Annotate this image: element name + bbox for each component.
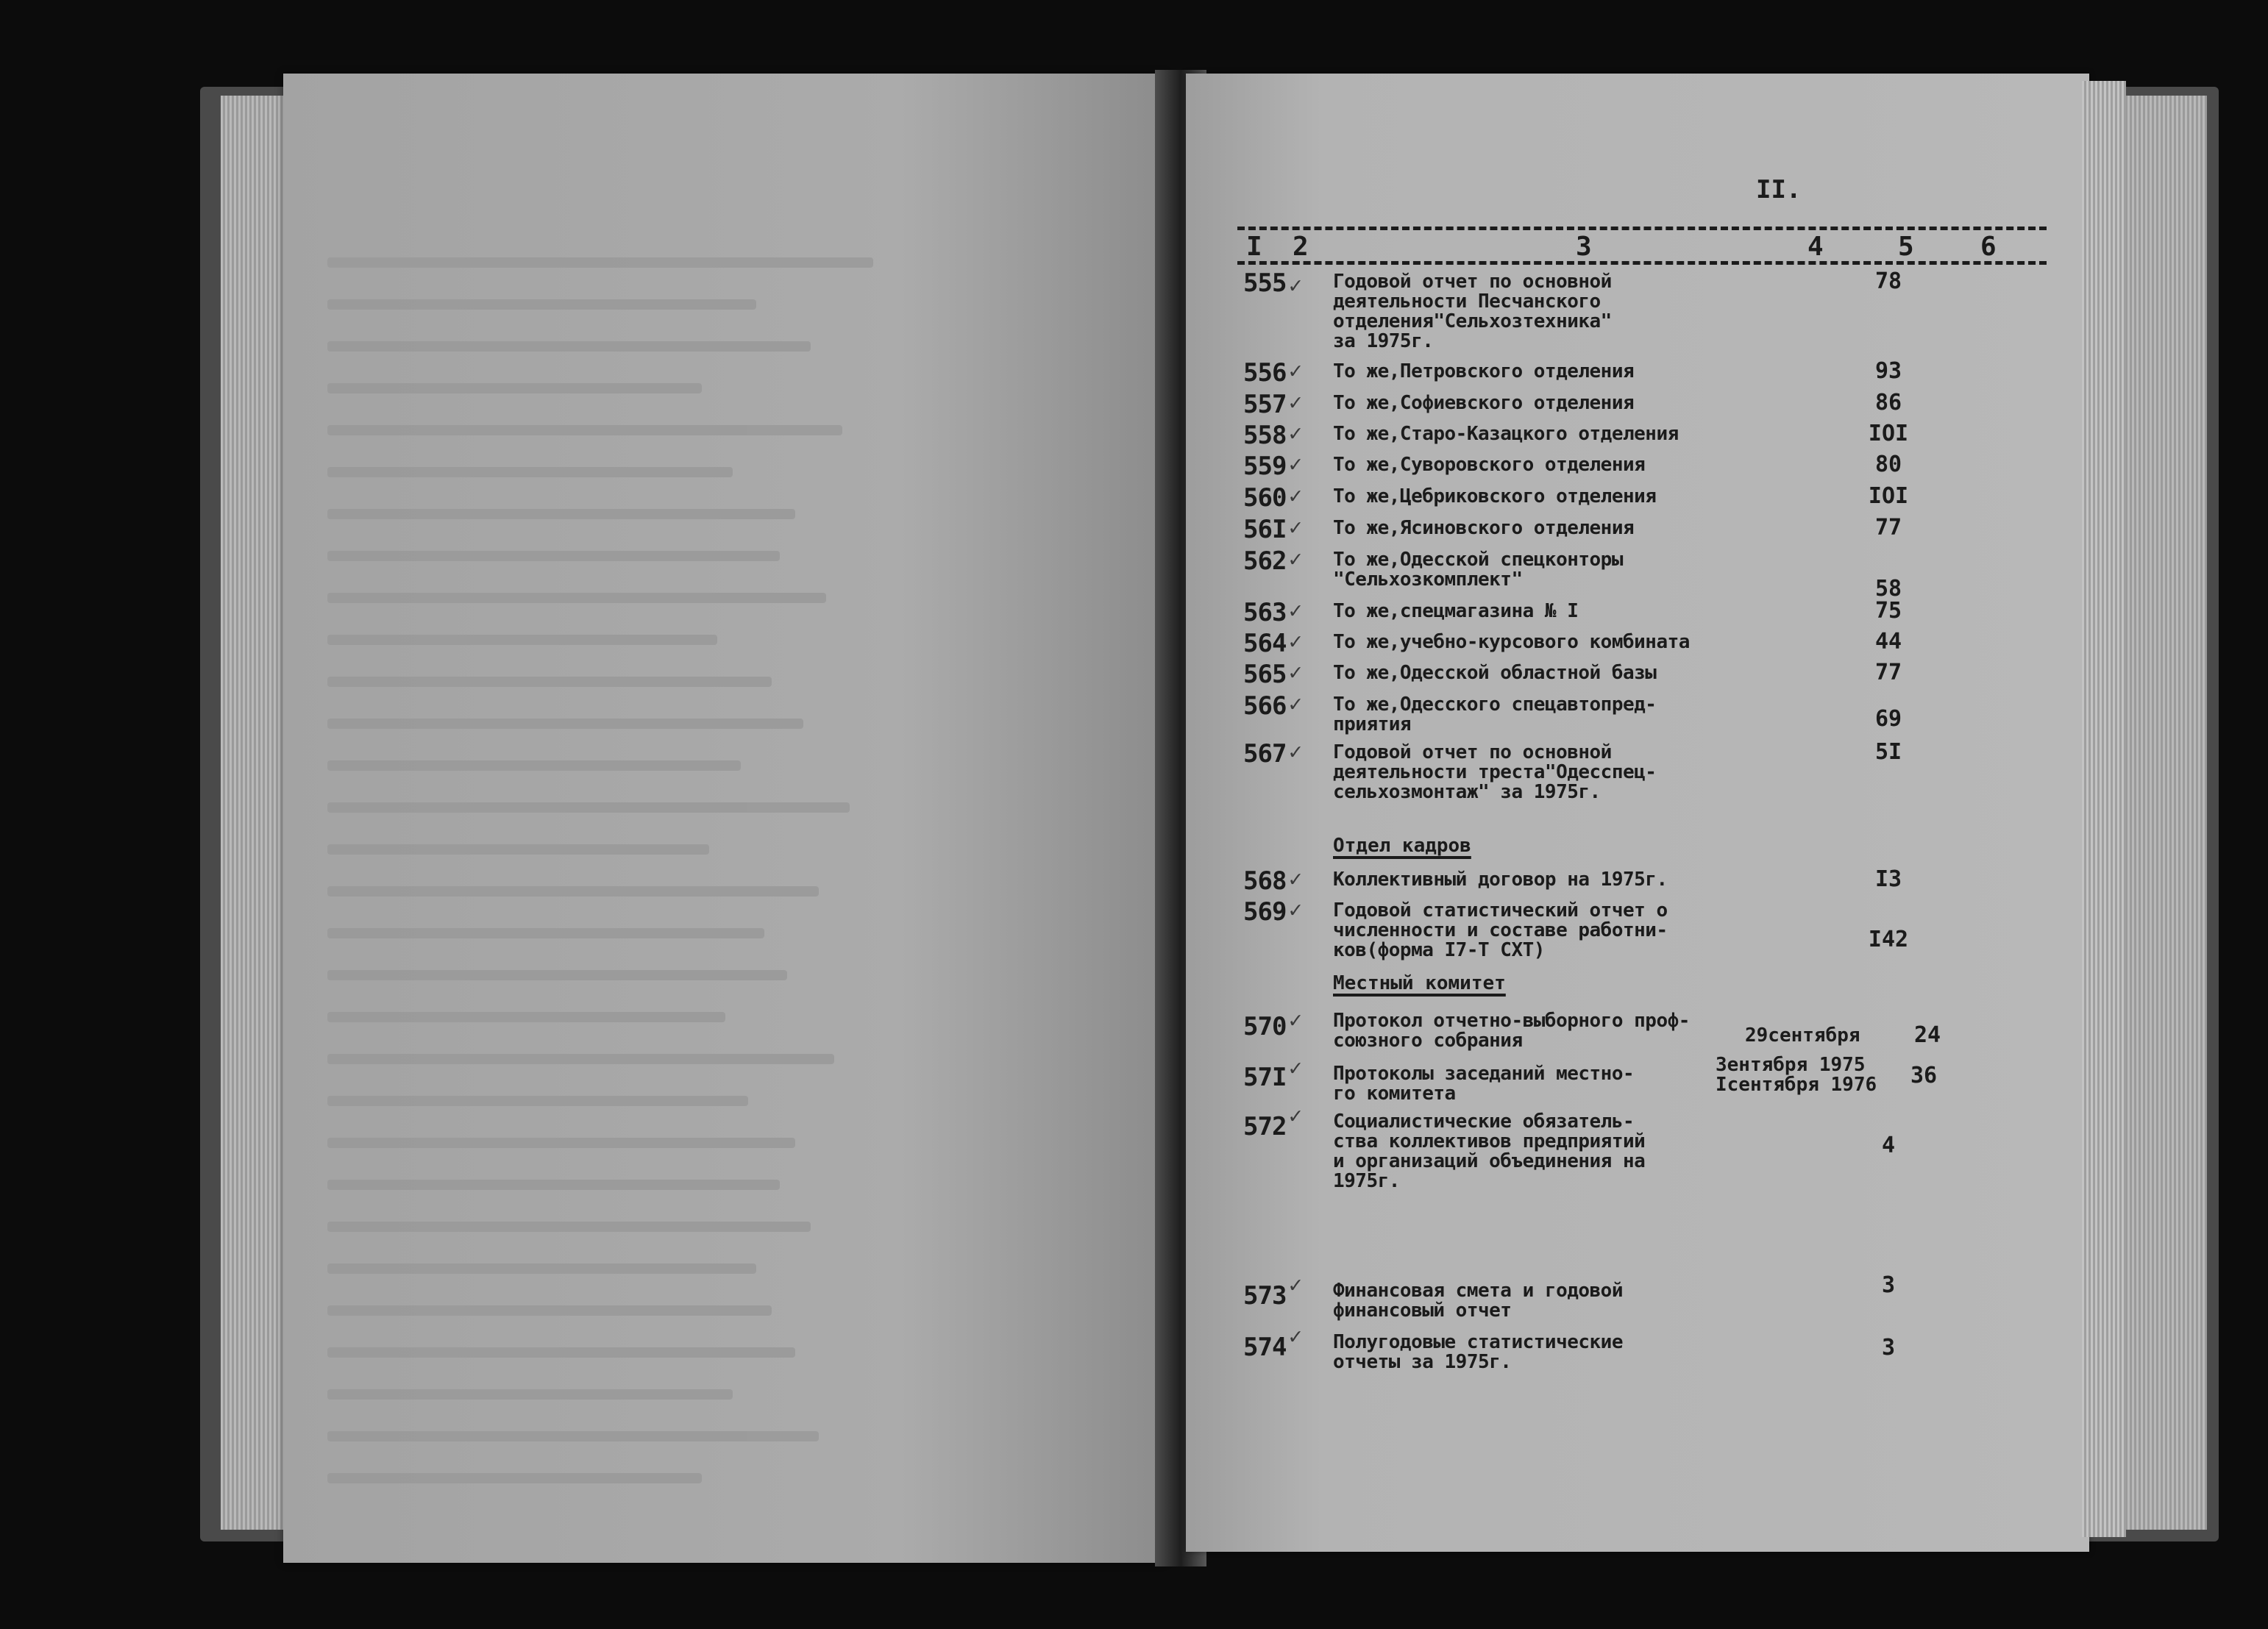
column-header: 4 xyxy=(1807,232,1824,262)
item-title: Коллективный договор на 1975г. xyxy=(1333,869,1668,891)
sheet-count: 78 xyxy=(1874,268,1902,294)
sheet-count: 77 xyxy=(1874,515,1902,541)
check-mark: ✓ xyxy=(1289,629,1303,655)
item-number: 56I xyxy=(1243,515,1287,544)
check-mark: ✓ xyxy=(1289,1324,1303,1350)
item-title: То же,учебно-курсового комбината xyxy=(1333,631,1690,653)
column-header: 6 xyxy=(1980,232,1997,262)
sheet-count: 93 xyxy=(1874,358,1902,384)
item-title: Финансовая смета и годовой финансовый отчет xyxy=(1333,1280,1623,1322)
sheet-count: 75 xyxy=(1874,598,1902,624)
item-number: 566 xyxy=(1243,691,1287,721)
check-mark: ✓ xyxy=(1289,421,1303,446)
item-title: То же,Петровского отделения xyxy=(1333,360,1635,382)
item-title: То же,Цебриковского отделения xyxy=(1333,485,1657,507)
sheet-count: I3 xyxy=(1874,866,1902,892)
item-number: 558 xyxy=(1243,421,1287,450)
item-title: То же,Одесской спецконторы "Сельхозкомплект" xyxy=(1333,549,1623,591)
sheet-count: 86 xyxy=(1874,390,1902,416)
item-title: Социалистические обязатель- ства коллективов предприятий и организаций объединения на 1975г. xyxy=(1333,1111,1646,1192)
item-title: То же,Старо-Казацкого отделения xyxy=(1333,423,1679,445)
item-number: 570 xyxy=(1243,1012,1287,1041)
item-number: 555 xyxy=(1243,268,1287,298)
check-mark: ✓ xyxy=(1289,515,1303,541)
item-number: 574 xyxy=(1243,1333,1287,1362)
check-mark: ✓ xyxy=(1289,452,1303,477)
item-number: 562 xyxy=(1243,546,1287,576)
item-title: Годовой статистический отчет о численности и составе работни- ков(форма I7-Т СХТ) xyxy=(1333,899,1668,961)
item-number: 563 xyxy=(1243,598,1287,627)
check-mark: ✓ xyxy=(1289,358,1303,384)
item-number: 57I xyxy=(1243,1063,1287,1092)
check-mark: ✓ xyxy=(1289,1272,1303,1298)
check-mark: ✓ xyxy=(1289,598,1303,624)
column-header: 5 xyxy=(1898,232,1914,262)
item-number: 569 xyxy=(1243,897,1287,927)
item-number: 559 xyxy=(1243,452,1287,481)
sheet-count: 36 xyxy=(1910,1063,1938,1088)
item-title: Годовой отчет по основной деятельности Песчанского отделения"Сельхозтехника" за 1975г. xyxy=(1333,271,1612,352)
section-heading-personnel: Отдел кадров xyxy=(1333,835,1471,857)
sheet-count: 69 xyxy=(1874,706,1902,732)
left-page-bleedthrough xyxy=(283,74,1166,1563)
item-number: 573 xyxy=(1243,1281,1287,1311)
sheet-count: 58 xyxy=(1874,576,1902,602)
item-title: То же,спецмагазина № I xyxy=(1333,600,1579,622)
item-title: То же,Одесской областной базы xyxy=(1333,662,1657,684)
item-title: Протокол отчетно-выборного проф- союзного собрания xyxy=(1333,1010,1690,1052)
sheet-count: 3 xyxy=(1881,1335,1896,1361)
sheet-count: 24 xyxy=(1914,1022,1941,1048)
item-dates: 3ентября 1975 Iсентября 1976 xyxy=(1716,1054,1877,1096)
check-mark: ✓ xyxy=(1289,1103,1303,1129)
item-number: 565 xyxy=(1243,660,1287,689)
check-mark: ✓ xyxy=(1289,691,1303,717)
inventory-page xyxy=(1186,74,2089,1552)
check-mark: ✓ xyxy=(1289,1008,1303,1033)
sheet-count: 3 xyxy=(1881,1272,1896,1298)
check-mark: ✓ xyxy=(1289,390,1303,416)
check-mark: ✓ xyxy=(1289,866,1303,892)
item-title: То же,Суворовского отделения xyxy=(1333,454,1646,476)
sheet-count: 77 xyxy=(1874,660,1902,685)
item-number: 567 xyxy=(1243,739,1287,769)
item-number: 564 xyxy=(1243,629,1287,658)
item-title: То же,Ясиновского отделения xyxy=(1333,517,1635,539)
check-mark: ✓ xyxy=(1289,483,1303,509)
column-header: 2 xyxy=(1293,232,1309,262)
sheet-count: 44 xyxy=(1874,629,1902,655)
sheet-count: 80 xyxy=(1874,452,1902,477)
check-mark: ✓ xyxy=(1289,660,1303,685)
check-mark: ✓ xyxy=(1289,273,1303,299)
sheet-count: 5I xyxy=(1874,739,1902,765)
header-rule-bottom xyxy=(1237,261,2047,265)
item-title: То же,Одесского спецавтопред- приятия xyxy=(1333,694,1657,735)
item-number: 556 xyxy=(1243,358,1287,388)
column-header: 3 xyxy=(1576,232,1592,262)
section-heading-local-committee: Местный комитет xyxy=(1333,972,1506,994)
check-mark: ✓ xyxy=(1289,739,1303,765)
page-number: II. xyxy=(1756,175,1802,204)
item-number: 557 xyxy=(1243,390,1287,419)
item-number: 560 xyxy=(1243,483,1287,513)
item-title: Полугодовые статистические отчеты за 1975г. xyxy=(1333,1331,1623,1373)
sheet-count: I42 xyxy=(1868,927,1909,952)
item-dates: 29сентября xyxy=(1745,1024,1860,1047)
item-number: 572 xyxy=(1243,1112,1287,1141)
item-title: То же,Софиевского отделения xyxy=(1333,392,1635,414)
item-number: 568 xyxy=(1243,866,1287,896)
check-mark: ✓ xyxy=(1289,1055,1303,1081)
column-header: I xyxy=(1246,232,1262,262)
item-title: Протоколы заседаний местно- го комитета xyxy=(1333,1063,1635,1105)
sheet-count: 4 xyxy=(1881,1133,1896,1158)
sheet-count: IOI xyxy=(1868,483,1909,509)
bleedthrough-text xyxy=(327,257,1107,1515)
check-mark: ✓ xyxy=(1289,897,1303,923)
check-mark: ✓ xyxy=(1289,546,1303,572)
sheet-count: IOI xyxy=(1868,421,1909,446)
item-title: Годовой отчет по основной деятельности треста"Одесспец- сельхозмонтаж" за 1975г. xyxy=(1333,741,1657,803)
